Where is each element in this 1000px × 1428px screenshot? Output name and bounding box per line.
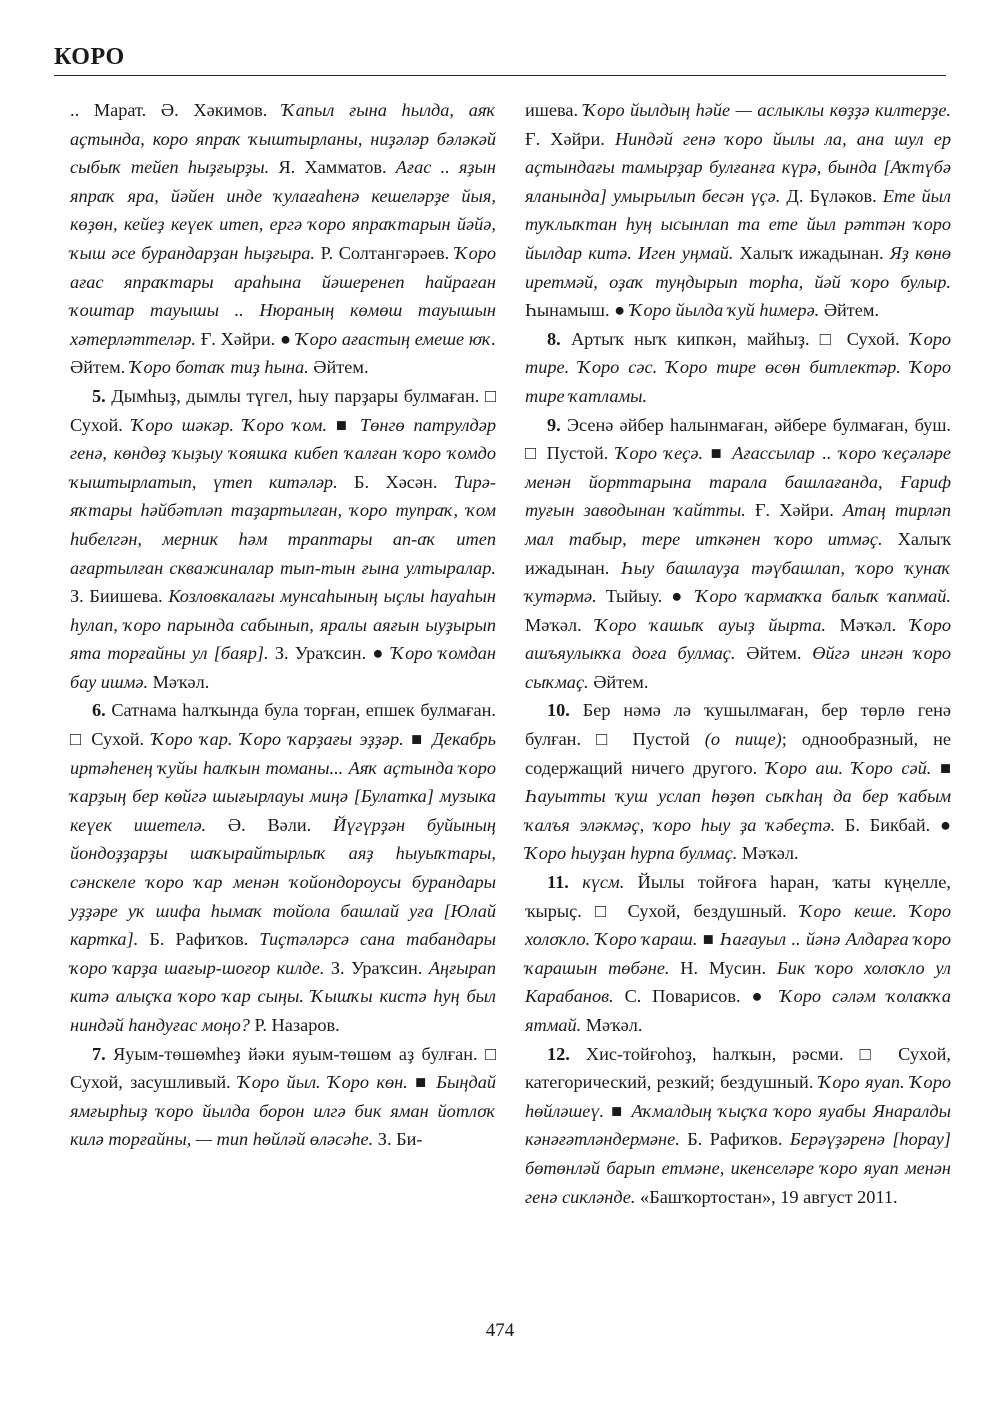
entry-sense-6: 6. Сатнама һалҡында була торған, епшек булмаған. □ Сухой. Ҡоро ҡар. Ҡоро ҡарҙағы эҙҙәр. ■ Декабрь иртәһенең ҡуйы һалҡын томаны... Аяҡ аҫтында ҡоро ҡарҙың бер көйгә шығырлауы миңә [Булатка] музыка кеүек ишетелә. Ә. Вәли. Йүгүрҙән буйының йондоҙҙарҙы шаҡырайтырлыҡ аяҙ һыуыҡтары, сәнскеле ҡоро ҡар менән ҡойондороусы бурандары уҙҙәре уҡ шифа һымаҡ тойола башлай уға [Юлай картка]. Б. Рафиҡов. Тиҫтәләрсә сана табандары ҡоро ҡарҙа шағыр-шоғор килде. З. Ураҡсин. Аңғырап китә алыҫҡа ҡоро ҡар сыңы. Ҡышҡы кистә һуң был ниндәй һандуғас моңо? Р. Назаров. <box>70 700 497 1035</box>
running-header: КОРО <box>54 44 125 70</box>
entry-sense-11: 11. күсм. Йылы тойғоға һаран, ҡаты күңелле, ҡырыҫ. □ Сухой, бездушный. Ҡоро кеше. Ҡоро холоҡло. Ҡоро ҡараш. ■ Һағауыл .. йәнә Алдарға ҡоро ҡарашын төбәне. Н. Мусин. Бик ҡоро холоҡло ул Карабанов. С. Поварисов. ● Ҡоро сәләм ҡолаҡҡа ятмай. Мәҡәл. <box>525 872 951 1035</box>
entry-sense-7: 7. Яуым-төшөмһеҙ йәки яуым-төшөм аҙ булған. □ Сухой, засушливый. Ҡоро йыл. Ҡоро көн. ■ Быңдай ямғырһыҙ ҡоро йылда борон илгә бик яман йотлоҡ килә торғайны, — тип һөйләй өләсәһе. З. Би- <box>70 1043 496 1150</box>
right-column <box>525 96 951 1211</box>
page-number: 474 <box>485 1320 515 1341</box>
entry-sense-8: 8. Артыҡ ныҡ кипкән, майһыҙ. □ Сухой. Ҡоро тире. Ҡоро сәс. Ҡоро тире өсөн битлектәр. Ҡоро тире ҡатламы. <box>525 328 951 406</box>
header-rule <box>54 75 946 76</box>
entry-sense-5: 5. Дымһыҙ, дымлы түгел, һыу парҙары булмаған. □ Сухой. Ҡоро шәкәр. Ҡоро ҡом. ■ Төнгө патрулдәр генә, көндөҙ ҡыҙыу ҡояшка кибеп ҡалған ҡоро ҡомдо ҡыштырлатып, үтеп китәләр. Б. Хәсән. Тирә-яҡтары һәйбәтләп таҙартылған, ҡоро тупраҡ, ҡом һибелгән, мерник һәм траптары ап-аҡ итеп ағартылған скважиналар тып-тын ғына ултыралар. З. Биишева. Козловкалағы мунсаһының ыҫлы һауаһын һулап, ҡоро парында сабынып, яралы аяғын ыуҙырып ята торғайны ул [баяр]. З. Ураҡсин. ● Ҡоро ҡомдан бау ишмә. Мәҡәл. <box>70 385 496 692</box>
entry-sense-9: 9. Эсенә әйбер һалынмаған, әйбере булмаған, буш. □ Пустой. Ҡоро ҡеҫә. ■ Ағассылар .. ҡоро ҡеҫәләре менән йорттарына тарала башлағанда, Ғариф туғын заводынан ҡайтты. Ғ. Хәйри. Атаң тирләп мал табыр, тере иткәнен ҡоро итмәҫ. Халыҡ ижадынан. Һыу башлауҙа тәүбашлап, ҡоро ҡунаҡ ҡутәрмә. Тыйыу. ● Ҡоро ҡармаҡҡа балыҡ ҡапмай. Мәҡәл. Ҡоро ҡашыҡ ауыҙ йырта. Мәҡәл. Ҡоро ашъяулыкҡа доға булмаҫ. Әйтем. Өйгә ингән ҡоро сыҡмаҫ. Әйтем. <box>525 414 952 692</box>
entry-sense-7-continued: ишева. Ҡоро йылдың һәйе — аслыклы көҙҙә килтерҙе. Ғ. Хәйри. Ниндәй генә ҡоро йылы ла, ана шул ер аҫтындағы тамырҙар булғанға күрә, бында [Аҡтүбә яланында] умырылып бесән үҫә. Д. Бүләков. Ете йыл туҡлыҡтан һуң ысынлап та ете йыл рәттән ҡоро йылдар китә. Иген уңмай. Халыҡ ижадынан. Яҙ көнө иретмәй, оҙаҡ туңдырып торһа, йәй ҡоро булыр. Һынамыш. ● Ҡоро йылда ҡуй һимерә. Әйтем. <box>525 100 952 321</box>
entry-sense-continued: .. Марат. Ә. Хәкимов. Ҡапыл ғына һылда, аяҡ аҫтында, коро япраҡ ҡыштырланы, ниҙәләр бәләкәй сыбыҡ тейеп һыҙғырҙы. Я. Хамматов. Ағас .. яҙын япраҡ яра, йәйен инде ҡулағаһенә кешеләрҙе йыя, көҙөн, кейеҙ кеүек итеп, ергә ҡоро япраҡтарын йәйә, ҡыш әсе бурандарҙан һыҙғыра. Р. Солтангәрәев. Ҡоро ағас япраҡтары араһына йәшеренеп һайраған ҡоштар тауышы .. Нюраның көмөш тауышын хәтерләттеләр. Ғ. Хәйри. ● Ҡоро ағастың емеше юҡ. Әйтем. Ҡоро ботаҡ тиҙ һына. Әйтем. <box>70 100 497 378</box>
entry-sense-10: 10. Бер нәмә лә ҡушылмаған, бер төрлө генә булған. □ Пустой (о пище); однообразный, не содержащий ничего другого. Ҡоро аш. Ҡоро сәй. ■ Һауытты ҡуш услап һөҙөп сыҡһаң да бер ҡабым ҡалъя эләкмәҫ, ҡоро һыу ҙа ҡәбеҫтә. Б. Бикбай. ● Ҡоро һыуҙан һурпа булмаҫ. Мәҡәл. <box>525 700 951 864</box>
entry-sense-12: 12. Хис-тойғоһоҙ, һалҡын, рәсми. □ Сухой, категорический, резкий; бездушный. Ҡоро яуап. Ҡоро һөйләшеү. ■ Аҡмалдың ҡыҫҡа ҡоро яуабы Янаралды кәнәғәтләндермәне. Б. Рафиҡов. Берәүҙәренә [һорау] бөтөнләй барып етмәне, икенселәре ҡоро яуап менән генә сикләнде. «Башҡортостан», 19 август 2011. <box>525 1043 951 1207</box>
left-column <box>70 96 496 1154</box>
